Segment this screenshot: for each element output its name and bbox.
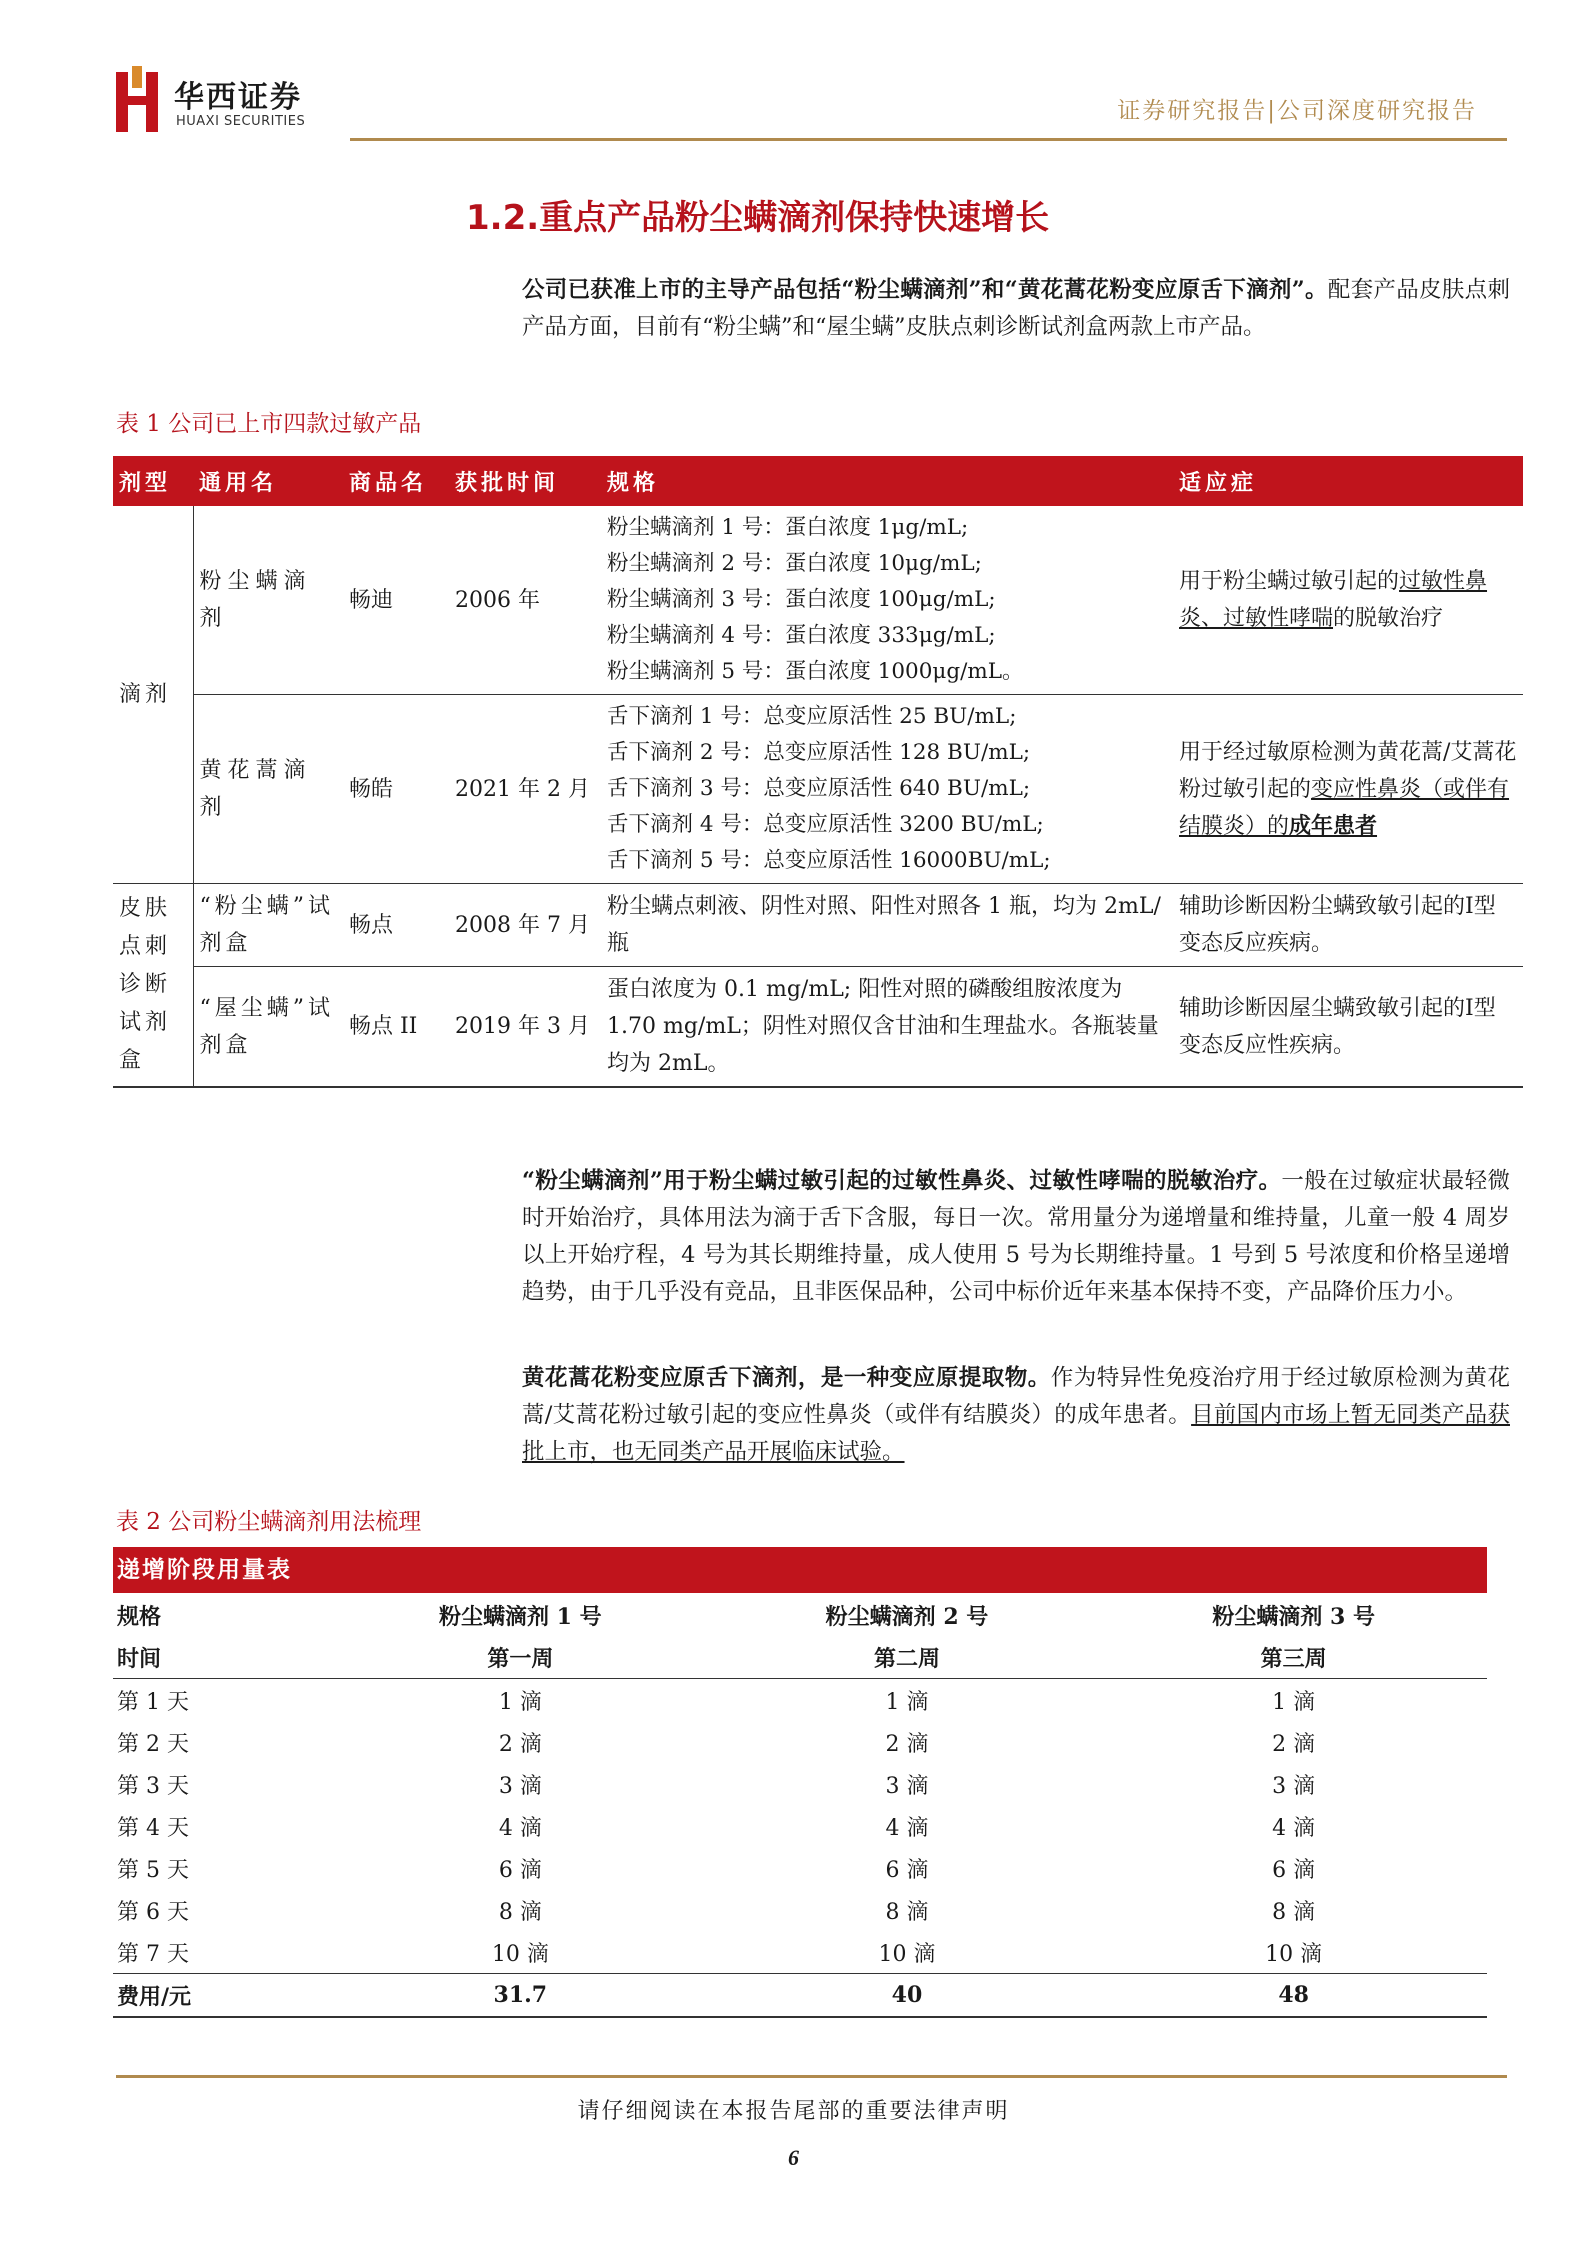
- dose-cell: 6 滴: [1272, 1857, 1316, 1883]
- legal-notice: 请仔细阅读在本报告尾部的重要法律声明: [577, 2099, 1010, 2124]
- spec-line: 粉尘螨滴剂 5 号：蛋白浓度 1000μg/mL。: [607, 659, 1024, 684]
- product-name: 粉尘螨滴剂: [193, 506, 343, 695]
- indication-cell: [1173, 506, 1523, 695]
- approval-date: 2006 年: [449, 506, 601, 695]
- spec-line: 粉尘螨滴剂 2 号：蛋白浓度 10μg/mL;: [607, 551, 982, 576]
- day-label: 第 6 天: [117, 1899, 189, 1925]
- spec-cell: [601, 506, 1173, 695]
- week-header: 第三周: [1100, 1636, 1487, 1679]
- dose-cell: 2 滴: [885, 1731, 929, 1757]
- dosage-table: [113, 1594, 1487, 2018]
- paragraph-artemisia: [470, 1360, 1510, 1471]
- dose-cell: 2 滴: [1272, 1731, 1316, 1757]
- col-header: 通用名: [193, 456, 343, 506]
- spec-line: 粉尘螨滴剂 1 号：蛋白浓度 1μg/mL;: [607, 515, 969, 540]
- dose-cell: 8 滴: [885, 1899, 929, 1925]
- cost-cell: 31.7: [327, 1974, 714, 2018]
- table-row: [113, 967, 1523, 1088]
- table1-caption: 表 1 公司已上市四款过敏产品: [116, 411, 422, 437]
- approval-date: 2021 年 2 月: [449, 695, 601, 884]
- table-row: [113, 1721, 1487, 1763]
- spec-line: 舌下滴剂 3 号：总变应原活性 640 BU/mL;: [607, 776, 1031, 801]
- dose-cell: 1 滴: [498, 1689, 542, 1715]
- intro-text: 配套产品皮肤点刺产品方面，目前有“粉尘螨”和“屋尘螨”皮肤点刺诊断试剂盒两款上市产品。: [522, 277, 1510, 340]
- spec-line: 粉尘螨滴剂 4 号：蛋白浓度 333μg/mL;: [607, 623, 996, 648]
- intro-bold: 公司已获准上市的主导产品包括“粉尘螨滴剂”和“黄花蒿花粉变应原舌下滴剂”。: [522, 277, 1328, 303]
- spec-line: 舌下滴剂 1 号：总变应原活性 25 BU/mL;: [607, 704, 1017, 729]
- table-row: [113, 695, 1523, 884]
- cost-cell: 48: [1100, 1974, 1487, 2018]
- group-label: 滴剂: [113, 506, 193, 884]
- indication-text: 用于粉尘螨过敏引起的: [1179, 569, 1400, 594]
- dose-cell: 10 滴: [491, 1941, 549, 1967]
- day-label: 第 2 天: [117, 1731, 189, 1757]
- report-type: 证券研究报告|公司深度研究报告: [1117, 98, 1477, 124]
- dose-cell: 1 滴: [885, 1689, 929, 1715]
- day-label: 第 3 天: [117, 1773, 189, 1799]
- spec-header: 粉尘螨滴剂 2 号: [825, 1603, 989, 1630]
- footer-divider: [116, 2075, 1507, 2078]
- dose-cell: 10 滴: [1265, 1941, 1323, 1967]
- products-table: [113, 456, 1523, 1088]
- table-row: [113, 1679, 1487, 1722]
- para2-text: 作为特异性免疫治疗用于经过敏原检测为黄花蒿/艾蒿花粉过敏引起的变应性鼻炎（或伴有结膜炎）的成年患者。: [522, 1365, 1510, 1428]
- time-label: 时间: [113, 1636, 327, 1679]
- indication-cell: 辅助诊断因粉尘螨致敏引起的Ⅰ型变态反应疾病。: [1173, 884, 1523, 967]
- brand-name-cell: 畅点 II: [343, 967, 449, 1088]
- huaxi-logo-icon: [116, 66, 164, 132]
- spec-label: 规格: [117, 1603, 162, 1630]
- spec-cell: [601, 695, 1173, 884]
- indication-underlined: 变应性鼻炎（或伴有结膜炎）的: [1179, 776, 1510, 839]
- dose-cell: 3 滴: [1272, 1773, 1316, 1799]
- dose-cell: 6 滴: [498, 1857, 542, 1883]
- page-number: 6: [788, 2145, 799, 2170]
- table-row: [113, 1805, 1487, 1847]
- table-row: [113, 1974, 1487, 2018]
- header-divider: [350, 138, 1507, 141]
- col-header: 商品名: [343, 456, 449, 506]
- spec-line: 粉尘螨滴剂 3 号：蛋白浓度 100μg/mL;: [607, 587, 996, 612]
- product-name: “粉尘螨”试剂盒: [193, 884, 343, 967]
- group-label: 皮肤点刺诊断试剂盒: [113, 884, 193, 1088]
- dose-cell: 8 滴: [1272, 1899, 1316, 1925]
- brand-name: 华西证券: [174, 80, 302, 115]
- dose-cell: 1 滴: [1272, 1689, 1316, 1715]
- indication-underlined: 过敏性鼻炎、过敏性哮喘: [1179, 569, 1488, 631]
- table-row: [113, 506, 1523, 695]
- day-label: 第 5 天: [117, 1857, 189, 1883]
- spec-line: 舌下滴剂 5 号：总变应原活性 16000BU/mL;: [607, 848, 1051, 873]
- week-header: 第一周: [327, 1636, 714, 1679]
- indication-bold: 成年患者: [1289, 812, 1378, 839]
- col-header: 适应症: [1173, 456, 1523, 506]
- dose-cell: 4 滴: [498, 1815, 542, 1841]
- cost-label: 费用/元: [113, 1974, 327, 2018]
- table2-caption: 表 2 公司粉尘螨滴剂用法梳理: [116, 1509, 422, 1535]
- indication-cell: 辅助诊断因屋尘螨致敏引起的Ⅰ型变态反应性疾病。: [1173, 967, 1523, 1088]
- table-row: [113, 1847, 1487, 1889]
- table-row: [113, 1594, 1487, 1636]
- spec-cell: 蛋白浓度为 0.1 mg/mL; 阳性对照的磷酸组胺浓度为 1.70 mg/mL；阴性对照仅含甘油和生理盐水。各瓶装量均为 2mL。: [601, 967, 1173, 1088]
- col-header: 剂型: [113, 456, 193, 506]
- brand-name-en: HUAXI SECURITIES: [176, 114, 306, 129]
- dose-cell: 4 滴: [885, 1815, 929, 1841]
- col-header: 获批时间: [449, 456, 601, 506]
- table2-title: 递增阶段用量表: [113, 1547, 1487, 1593]
- dose-cell: 8 滴: [498, 1899, 542, 1925]
- product-name: 黄花蒿滴剂: [193, 695, 343, 884]
- approval-date: 2008 年 7 月: [449, 884, 601, 967]
- indication-text: 的脱敏治疗: [1333, 606, 1444, 631]
- section-title: 1.2.重点产品粉尘螨滴剂保持快速增长: [466, 198, 1050, 238]
- brand-name-cell: 畅点: [343, 884, 449, 967]
- table-row: [113, 1889, 1487, 1931]
- table-row: [113, 1636, 1487, 1679]
- spec-line: 舌下滴剂 2 号：总变应原活性 128 BU/mL;: [607, 740, 1031, 765]
- approval-date: 2019 年 3 月: [449, 967, 601, 1088]
- indication-text: 用于经过敏原检测为黄花蒿/艾蒿花粉过敏引起的: [1179, 739, 1517, 802]
- table-row: [113, 1931, 1487, 1974]
- dose-cell: 3 滴: [885, 1773, 929, 1799]
- para1-bold: “粉尘螨滴剂”用于粉尘螨过敏引起的过敏性鼻炎、过敏性哮喘的脱敏治疗。: [522, 1168, 1282, 1194]
- intro-paragraph: [470, 272, 1510, 346]
- dose-cell: 3 滴: [498, 1773, 542, 1799]
- para2-bold: 黄花蒿花粉变应原舌下滴剂，是一种变应原提取物。: [522, 1365, 1051, 1391]
- brand-name-cell: 畅皓: [343, 695, 449, 884]
- dose-cell: 10 滴: [878, 1941, 936, 1967]
- col-header: 规格: [601, 456, 1173, 506]
- week-header: 第二周: [714, 1636, 1101, 1679]
- spec-cell: 粉尘螨点刺液、阴性对照、阳性对照各 1 瓶，均为 2mL/瓶: [601, 884, 1173, 967]
- brand-name-cell: 畅迪: [343, 506, 449, 695]
- paragraph-dust-mite: [470, 1163, 1510, 1311]
- indication-cell: [1173, 695, 1523, 884]
- table-row: [113, 1763, 1487, 1805]
- dose-cell: 4 滴: [1272, 1815, 1316, 1841]
- day-label: 第 1 天: [117, 1689, 189, 1715]
- dose-cell: 2 滴: [498, 1731, 542, 1757]
- spec-header: 粉尘螨滴剂 1 号: [439, 1603, 602, 1630]
- day-label: 第 4 天: [117, 1815, 189, 1841]
- product-name: “屋尘螨”试剂盒: [193, 967, 343, 1088]
- day-label: 第 7 天: [117, 1941, 189, 1967]
- para2-underlined: 目前国内市场上暂无同类产品获批上市，也无同类产品开展临床试验。: [522, 1402, 1510, 1465]
- spec-header: 粉尘螨滴剂 3 号: [1212, 1603, 1375, 1630]
- table-row: [113, 884, 1523, 967]
- spec-line: 舌下滴剂 4 号：总变应原活性 3200 BU/mL;: [607, 812, 1044, 837]
- cost-cell: 40: [714, 1974, 1101, 2018]
- para1-text: 一般在过敏症状最轻微时开始治疗，具体用法为滴于舌下含服，每日一次。常用量分为递增量和维持量，儿童一般 4 周岁以上开始疗程，4 号为其长期维持量，成人使用 5 号为长期维持量。1 号到 5 号浓度和价格呈递增趋势，由于几乎没有竞品，且非医保品种，公司中标价近年来基本保持不变，产品降价压力小。: [522, 1168, 1510, 1305]
- dose-cell: 6 滴: [885, 1857, 929, 1883]
